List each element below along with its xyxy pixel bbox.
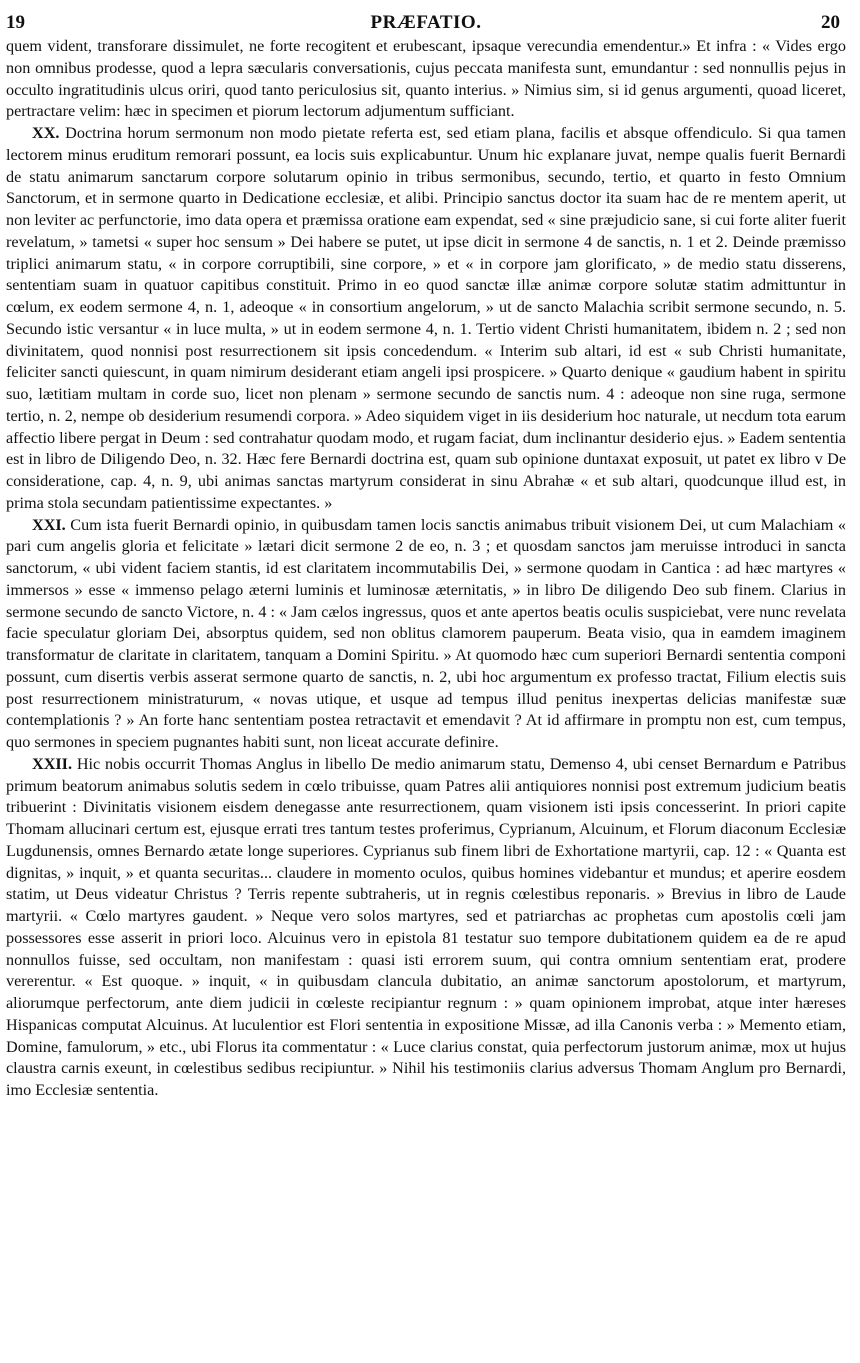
running-title: PRÆFATIO. [370, 12, 482, 33]
paragraph-xxi [6, 515, 846, 754]
page-number-right: 20 [821, 12, 840, 33]
paragraph-text: quem vident, transforare dissimulet, ne forte recogitent et erubescant, ipsaque verecundia emendentur.» Et infra : « Vides ergo non omnibus prodesse, quod a lepra sæcularis conversationis, cujus peccata manifesta sunt, emundantur : sed nonnullis pejus in occulto ingratitudinis ulcus oriri, quod tanto periculosius sit, quanto interius. » Nimius sim, si id genus argumenti, quoad liceret, pertractare velim: hæc in specimen et piorum lectorum adjumentum sufficiant. [6, 37, 846, 121]
paragraph-xxii [6, 754, 846, 1102]
page-number-left: 19 [6, 12, 25, 33]
section-number: XXII. [32, 754, 73, 773]
paragraph-continuation [6, 36, 846, 123]
paragraph-text: Doctrina horum sermonum non modo pietate referta est, sed etiam plana, facilis et absque offendiculo. Si qua tamen lectorem minus eruditum remorari possunt, ea locis suis explicabuntur. Unum hic explanare juvat, nempe qualis fuerit Bernardi de statu animarum sanctarum corpore solutarum opinio in tribus sermonibus, secundo, tertio, et quarto in festo Omnium Sanctorum, et in sermone quarto in Dedicatione ecclesiæ, et alibi. Principio sanctus doctor ita suam hac de re mentem aperit, ut non leviter ac perfunctorie, imo data opera et præmissa oratione eam expendat, sed « sine præjudicio sane, si cui forte aliter fuerit revelatum, » tametsi « super hoc sensum » Dei habere se putet, ut ipse dicit in sermone 4 de sanctis, n. 1 et 2. Deinde præmisso triplici animarum statu, « in corpore corruptibili, sine corpore, » et « in corpore jam glorificato, » de medio statu disserens, sententiam suam in quatuor capitibus constituit. Primo in eo quod sanctæ illæ animæ corpore solutæ statim admittuntur in cœlum, ex eodem sermone 4, n. 1, adeoque « in consortium angelorum, » ut de sancto Malachia scribit sermone secundo, n. 5. Secundo istic versantur « in luce multa, » ut in eodem sermone 4, n. 1. Tertio vident Christi humanitatem, ibidem n. 2 ; sed non divinitatem, quod nonnisi post resurrectionem sit ipsis concedendum. « Interim sub altari, id est « sub Christi humanitate, feliciter sancti quiescunt, in quam nimirum desiderant etiam angeli ipsi prospicere. » Quarto denique « gaudium habent in spiritu suo, lætitiam multam in corde suo, licet non plenam » sermone secundo de sanctis num. 4 : adeoque non sine ruga, sermone tertio, n. 2, nempe ob desiderium resumendi corpora. » Adeo siquidem viget in iis desiderium hoc naturale, ut necdum tota earum affectio libere pergat in Deum : sed contrahatur quodam modo, et rugam faciat, dum inclinantur desiderio ejus. » Eadem sententia est in libro de Diligendo Deo, n. 32. Hæc fere Bernardi doctrina est, quam sub opinione duntaxat exposuit, ut patet ex libro v De consideratione, cap. 4, n. 9, ubi animas sanctas martyrum considerat in sinu Abrahæ « et sub altari, quodcunque illud est, in prima stola secundam patientissime expectantes. » [6, 124, 846, 512]
running-header [6, 6, 846, 36]
paragraph-text: Hic nobis occurrit Thomas Anglus in libello De medio animarum statu, Demenso 4, ubi censet Bernardum e Patribus primum beatorum animabus solutis sedem in cœlo tribuisse, quam Patres alii antiquiores nonnisi post extremum judicium beatis tribuerint : Divinitatis visionem eisdem denegasse ante resurrectionem, quam visionem isti ipsis concesserint. In priori capite Thomam allucinari certum est, ejusque errati tres tantum testes proferimus, Cyprianum, Alcuinum, et Florum diaconum Ecclesiæ Lugdunensis, omnes Bernardo ætate longe superiores. Cyprianus sub finem libri de Exhortatione martyrii, cap. 12 : « Quanta est dignitas, » inquit, » et quanta securitas... claudere in momento oculos, quibus homines videbantur et mundus; et aperire eosdem statim, ut Deus videatur Christus ? Terris repente subtraheris, ut in regnis cœlestibus reponaris. » Brevius in libro de Laude martyrii. « Cœlo martyres gaudent. » Neque vero solos martyres, sed et patriarchas ac prophetas cum apostolis cœli jam possessores esse asserit in priori loco. Alcuinus vero in epistola 81 testatur suo tempore dubitationem quidem ea de re apud nonnullos fuisse, sed occultam, non manifestam : quasi isti errorem suum, qui contra omnium sententiam erat, prodere vererentur. « Est quoque. » inquit, « in quibusdam clancula dubitatio, an animæ sanctorum apostolorum, et martyrum, aliorumque perfectorum, ante diem judicii in cœleste recipiantur regnum : » quam opinionem improbat, atque inter hæreses Hispanicas computat Alcuinus. At luculentior est Flori sententia in expositione Missæ, ad illa Canonis verba : » Memento etiam, Domine, famulorum, » etc., ubi Florus ita commentatur : « Luce clarius constat, quia perfectorum justorum animæ, mox ut hujus claustra carnis exeunt, in cœlestibus sedibus recipiuntur. » Nihil his testimoniis clarius adversus Thomam Anglum pro Bernardi, imo Ecclesiæ sententia. [6, 754, 847, 1099]
paragraph-text: Cum ista fuerit Bernardi opinio, in quibusdam tamen locis sanctis animabus tribuit visionem Dei, ut cum Malachiam « pari cum angelis gloria et felicitate » lætari dicit sermone 2 de eo, n. 3 ; et quosdam sanctos jam meruisse introduci in sancta sanctorum, « ubi vident faciem stantis, id est claritatem incommutabilis Dei, » sermone quodam in Cantica : ad hæc martyres « immersos » esse « immenso pelago æterni luminis et luminosæ æternitatis, » in libro De diligendo Deo sub finem. Clarius in sermone secundo de sancto Victore, n. 4 : « Jam cælos ingressus, quos et ante apertos beatis oculis suspiciebat, vere nunc revelata facie speculatur gloriam Dei, absorptus quidem, sed non oblitus clamorem pauperum. Beata visio, qua in eamdem imaginem transformatur de claritate in claritatem, tanquam a Domini Spiritu. » At quomodo hæc cum superiori Bernardi sententia componi possunt, cum disertis verbis asserat sermone quarto de sanctis, n. 2, ubi hoc argumentum ex professo tractat, Filium electis suis post resurrectionem ministraturum, « novas utique, et usque ad tempus illud penitus inexpertas delicias manifestæ suæ contemplationis ? » An forte hanc sententiam postea retractavit et emendavit ? At id affirmare in promptu non est, cum tempus, quo sermones in speciem pugnantes habiti sunt, non liceat accurate definire. [6, 515, 847, 751]
paragraph-xx [6, 123, 846, 515]
section-number: XX. [32, 124, 60, 142]
section-number: XXI. [32, 515, 66, 534]
body-text [6, 36, 846, 1102]
